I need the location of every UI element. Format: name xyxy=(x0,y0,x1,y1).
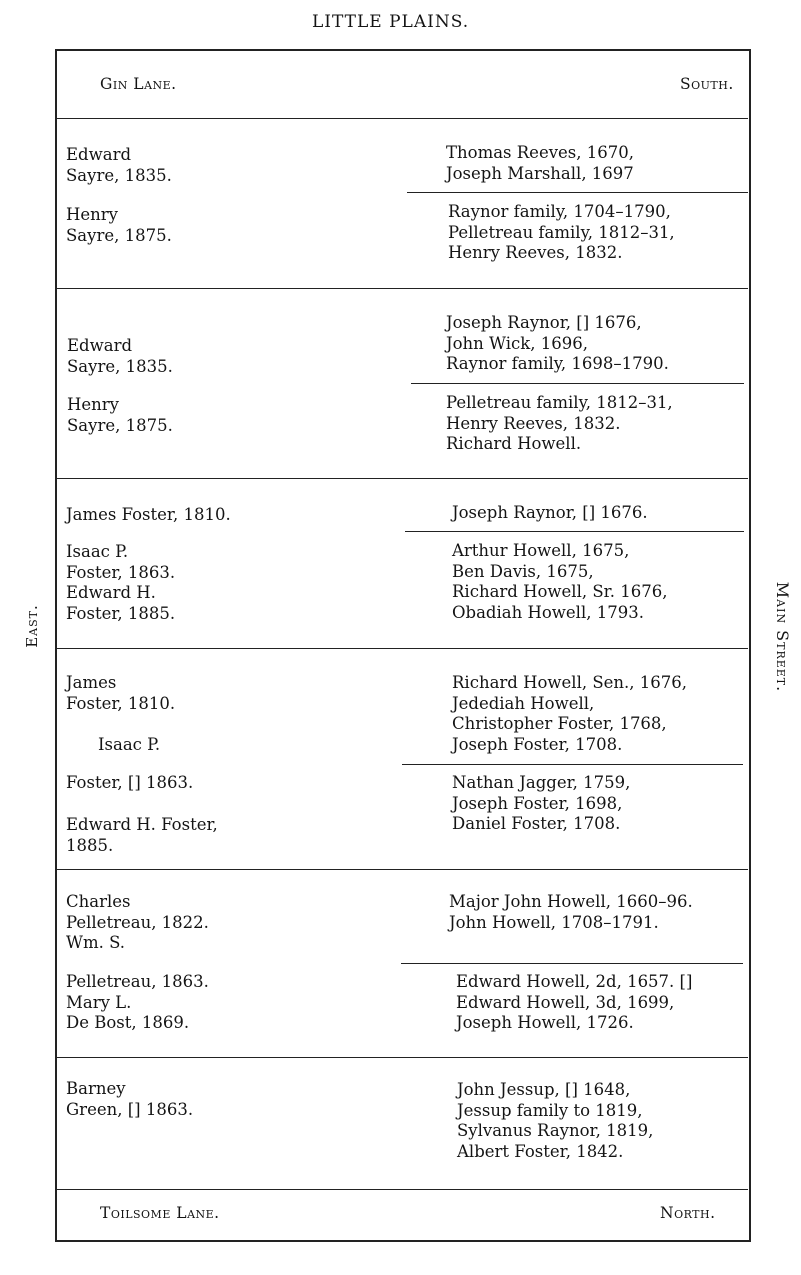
east-owner-entry: Henry Sayre, 1875. xyxy=(66,205,172,245)
west-owner-entry: Edward Howell, 2d, 1657. [] Edward Howell, 3d, 1699, Joseph Howell, 1726. xyxy=(456,972,693,1032)
east-owner-entry: James Foster, 1810. xyxy=(66,505,231,524)
east-owner-entry: Edward Sayre, 1835. xyxy=(66,145,172,185)
footer-right-direction: North. xyxy=(660,1204,716,1222)
frame-right-border xyxy=(749,49,751,1242)
footer-left-street: Toilsome Lane. xyxy=(100,1204,220,1222)
east-owner-entry: Edward Sayre, 1835. xyxy=(67,336,173,376)
lot-separator xyxy=(402,764,743,765)
east-owner-entry: Barney Green, [] 1863. xyxy=(66,1079,194,1119)
lot-separator xyxy=(407,192,748,193)
east-owner-entry: Charles Pelletreau, 1822. Wm. S. xyxy=(66,892,209,952)
block-separator xyxy=(57,288,748,289)
lot-separator xyxy=(405,531,744,532)
block-separator xyxy=(57,869,748,870)
block-separator xyxy=(57,648,748,649)
lot-separator xyxy=(401,963,743,964)
west-owner-entry: Nathan Jagger, 1759, Joseph Foster, 1698, Daniel Foster, 1708. xyxy=(452,773,631,833)
header-right-direction: South. xyxy=(680,75,734,93)
frame-bottom-border xyxy=(55,1240,751,1242)
frame-top-border xyxy=(55,49,751,51)
east-owner-entry: Edward H. Foster, 1885. xyxy=(66,815,218,855)
west-owner-entry: Thomas Reeves, 1670, Joseph Marshall, 1697 xyxy=(446,143,634,183)
header-left-street: Gin Lane. xyxy=(100,75,177,93)
block-separator xyxy=(57,118,748,119)
west-owner-entry: Arthur Howell, 1675, Ben Davis, 1675, Richard Howell, Sr. 1676, Obadiah Howell, 1793. xyxy=(452,541,668,622)
west-owner-entry: Major John Howell, 1660–96. John Howell, 1708–1791. xyxy=(449,892,693,932)
east-owner-entry: Isaac P. Foster, 1863. Edward H. Foster, 1885. xyxy=(66,542,176,623)
side-label-east: East. xyxy=(23,604,41,648)
lot-separator xyxy=(411,383,744,384)
side-label-main-street: Main Street. xyxy=(773,581,792,693)
west-owner-entry: Joseph Raynor, [] 1676. xyxy=(452,503,648,522)
frame-left-border xyxy=(55,49,57,1242)
block-separator xyxy=(57,478,748,479)
west-owner-entry: Raynor family, 1704–1790, Pelletreau family, 1812–31, Henry Reeves, 1832. xyxy=(448,202,675,262)
west-owner-entry: Pelletreau family, 1812–31, Henry Reeves, 1832. Richard Howell. xyxy=(446,393,673,453)
east-owner-entry: Isaac P. xyxy=(98,735,161,754)
east-owner-entry: Henry Sayre, 1875. xyxy=(67,395,173,435)
east-owner-entry: James Foster, 1810. xyxy=(66,673,176,713)
east-owner-entry: Pelletreau, 1863. Mary L. De Bost, 1869. xyxy=(66,972,209,1032)
west-owner-entry: Joseph Raynor, [] 1676, John Wick, 1696, Raynor family, 1698–1790. xyxy=(446,313,669,373)
east-owner-entry: Foster, [] 1863. xyxy=(66,773,194,792)
west-owner-entry: John Jessup, [] 1648, Jessup family to 1819, Sylvanus Raynor, 1819, Albert Foster, 1842. xyxy=(457,1080,654,1161)
block-separator xyxy=(57,1057,748,1058)
block-separator xyxy=(57,1189,748,1190)
west-owner-entry: Richard Howell, Sen., 1676, Jedediah Howell, Christopher Foster, 1768, Joseph Foster, 1708. xyxy=(452,673,688,754)
page-title: LITTLE PLAINS. xyxy=(312,12,470,32)
